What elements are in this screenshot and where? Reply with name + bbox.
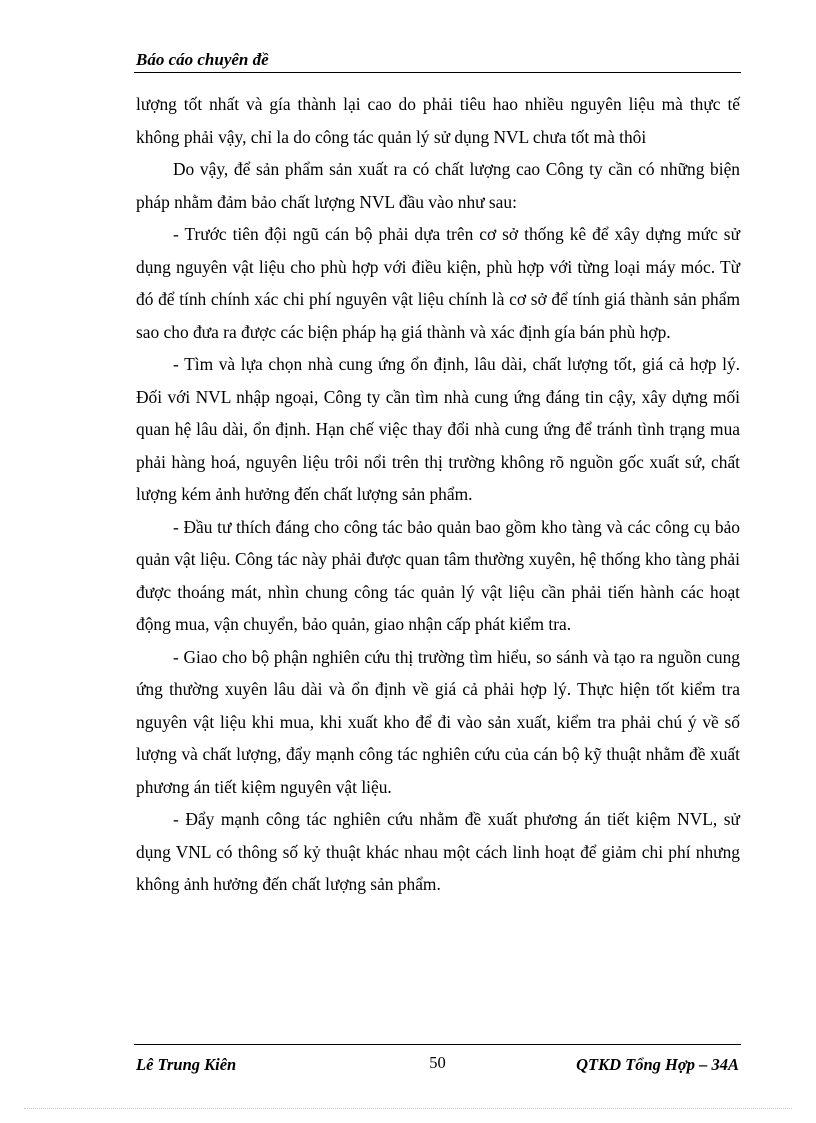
document-body	[136, 88, 740, 901]
header-title: Báo cáo chuyên đề	[136, 50, 269, 69]
footer-author: Lê Trung Kiên	[136, 1055, 237, 1074]
paragraph-continuation: lượng tốt nhất và gía thành lại cao do phải tiêu hao nhiều nguyên liệu mà thực tế không phải vậy, chỉ la do công tác quản lý sử dụng NVL chưa tốt mà thôi	[136, 94, 740, 147]
footer-class-label: QTKD Tổng Hợp – 34A	[576, 1055, 739, 1074]
paragraph-intro: Do vậy, để sản phẩm sản xuất ra có chất lượng cao Công ty cần có những biện pháp nhằm đảm bảo chất lượng NVL đầu vào như sau:	[136, 159, 740, 212]
paragraph-bullet-5: - Đẩy mạnh công tác nghiên cứu nhằm đề xuất phương án tiết kiệm NVL, sử dụng VNL có thông số kỷ thuật khác nhau một cách linh hoạt để giảm chi phí nhưng không ảnh hưởng đến chất lượng sản phẩm.	[136, 809, 740, 894]
paragraph-bullet-3: - Đầu tư thích đáng cho công tác bảo quản bao gồm kho tàng và các công cụ bảo quản vật liệu. Công tác này phải được quan tâm thường xuyên, hệ thống kho tàng phải được thoáng mát, nhìn chung công tác quản lý vật liệu cần phải tiến hành các hoạt động mua, vận chuyển, bảo quản, giao nhận cấp phát kiểm tra.	[136, 516, 740, 634]
page-header	[134, 48, 741, 73]
page-number: 50	[429, 1053, 446, 1072]
page-edge-divider	[24, 1108, 792, 1109]
page-footer	[134, 1044, 741, 1077]
paragraph-bullet-2: - Tìm và lựa chọn nhà cung ứng ổn định, lâu dài, chất lượng tốt, giá cả hợp lý. Đối với NVL nhập ngoại, Công ty cần tìm nhà cung ứng đáng tin cậy, xây dựng mối quan hệ lâu dài, ổn định. Hạn chế việc thay đổi nhà cung ứng để tránh tình trạng mua phải hàng hoá, nguyên liệu trôi nổi trên thị trường không rõ nguồn gốc xuất sứ, chất lượng kém ảnh hưởng đến chất lượng sản phẩm.	[136, 354, 740, 504]
paragraph-bullet-1: - Trước tiên đội ngũ cán bộ phải dựa trên cơ sở thống kê để xây dựng mức sử dụng nguyên vật liệu cho phù hợp với điều kiện, phù hợp với từng loại máy móc. Từ đó để tính chính xác chi phí nguyên vật liệu chính là cơ sở để tính giá thành sản phẩm sao cho đưa ra được các biện pháp hạ giá thành và xác định gía bán phù hợp.	[136, 224, 740, 342]
paragraph-bullet-4: - Giao cho bộ phận nghiên cứu thị trường tìm hiểu, so sánh và tạo ra nguồn cung ứng thường xuyên lâu dài và ổn định về giá cả phải hợp lý. Thực hiện tốt kiểm tra nguyên vật liệu khi mua, khi xuất kho để đi vào sản xuất, kiểm tra phải chú ý về số lượng và chất lượng, đẩy mạnh công tác nghiên cứu của cán bộ kỹ thuật nhằm đề xuất phương án tiết kiệm nguyên vật liệu.	[136, 646, 740, 797]
